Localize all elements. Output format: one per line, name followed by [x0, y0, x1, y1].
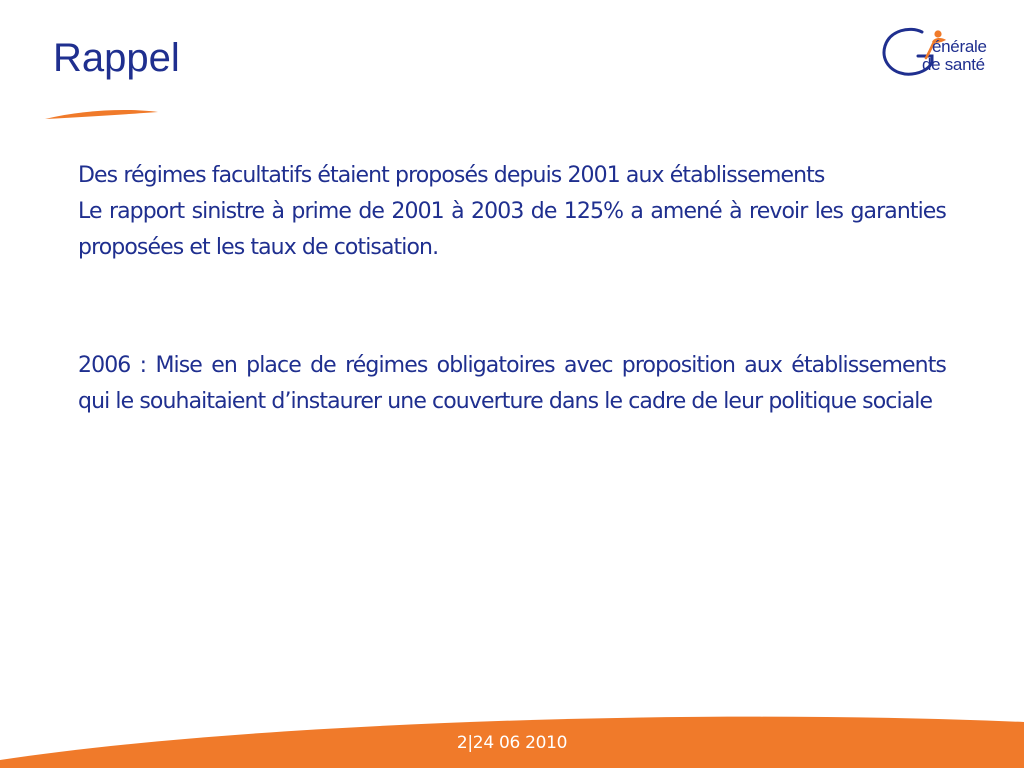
logo-wordmark-line1: énérale [932, 37, 987, 56]
body-paragraph: 2006 : Mise en place de régimes obligatoires avec proposition aux établissements qui le souhaitaient d’instaurer une couverture dans le cadre de leur politique sociale [78, 353, 946, 414]
slide-title: Rappel [53, 36, 180, 80]
footer-band [0, 700, 1024, 768]
logo-wordmark-line2: de santé [922, 55, 985, 74]
slide-body [78, 158, 946, 420]
footer-page-date: 2|24 06 2010 [456, 733, 568, 753]
body-paragraph: Le rapport sinistre à prime de 2001 à 2003 de 125% a amené à revoir les garanties proposées et les taux de cotisation. [78, 199, 946, 260]
body-paragraph: Des régimes facultatifs étaient proposés depuis 2001 aux établissements [78, 163, 825, 188]
title-underline-swoosh [42, 106, 162, 126]
company-logo [876, 22, 1006, 88]
